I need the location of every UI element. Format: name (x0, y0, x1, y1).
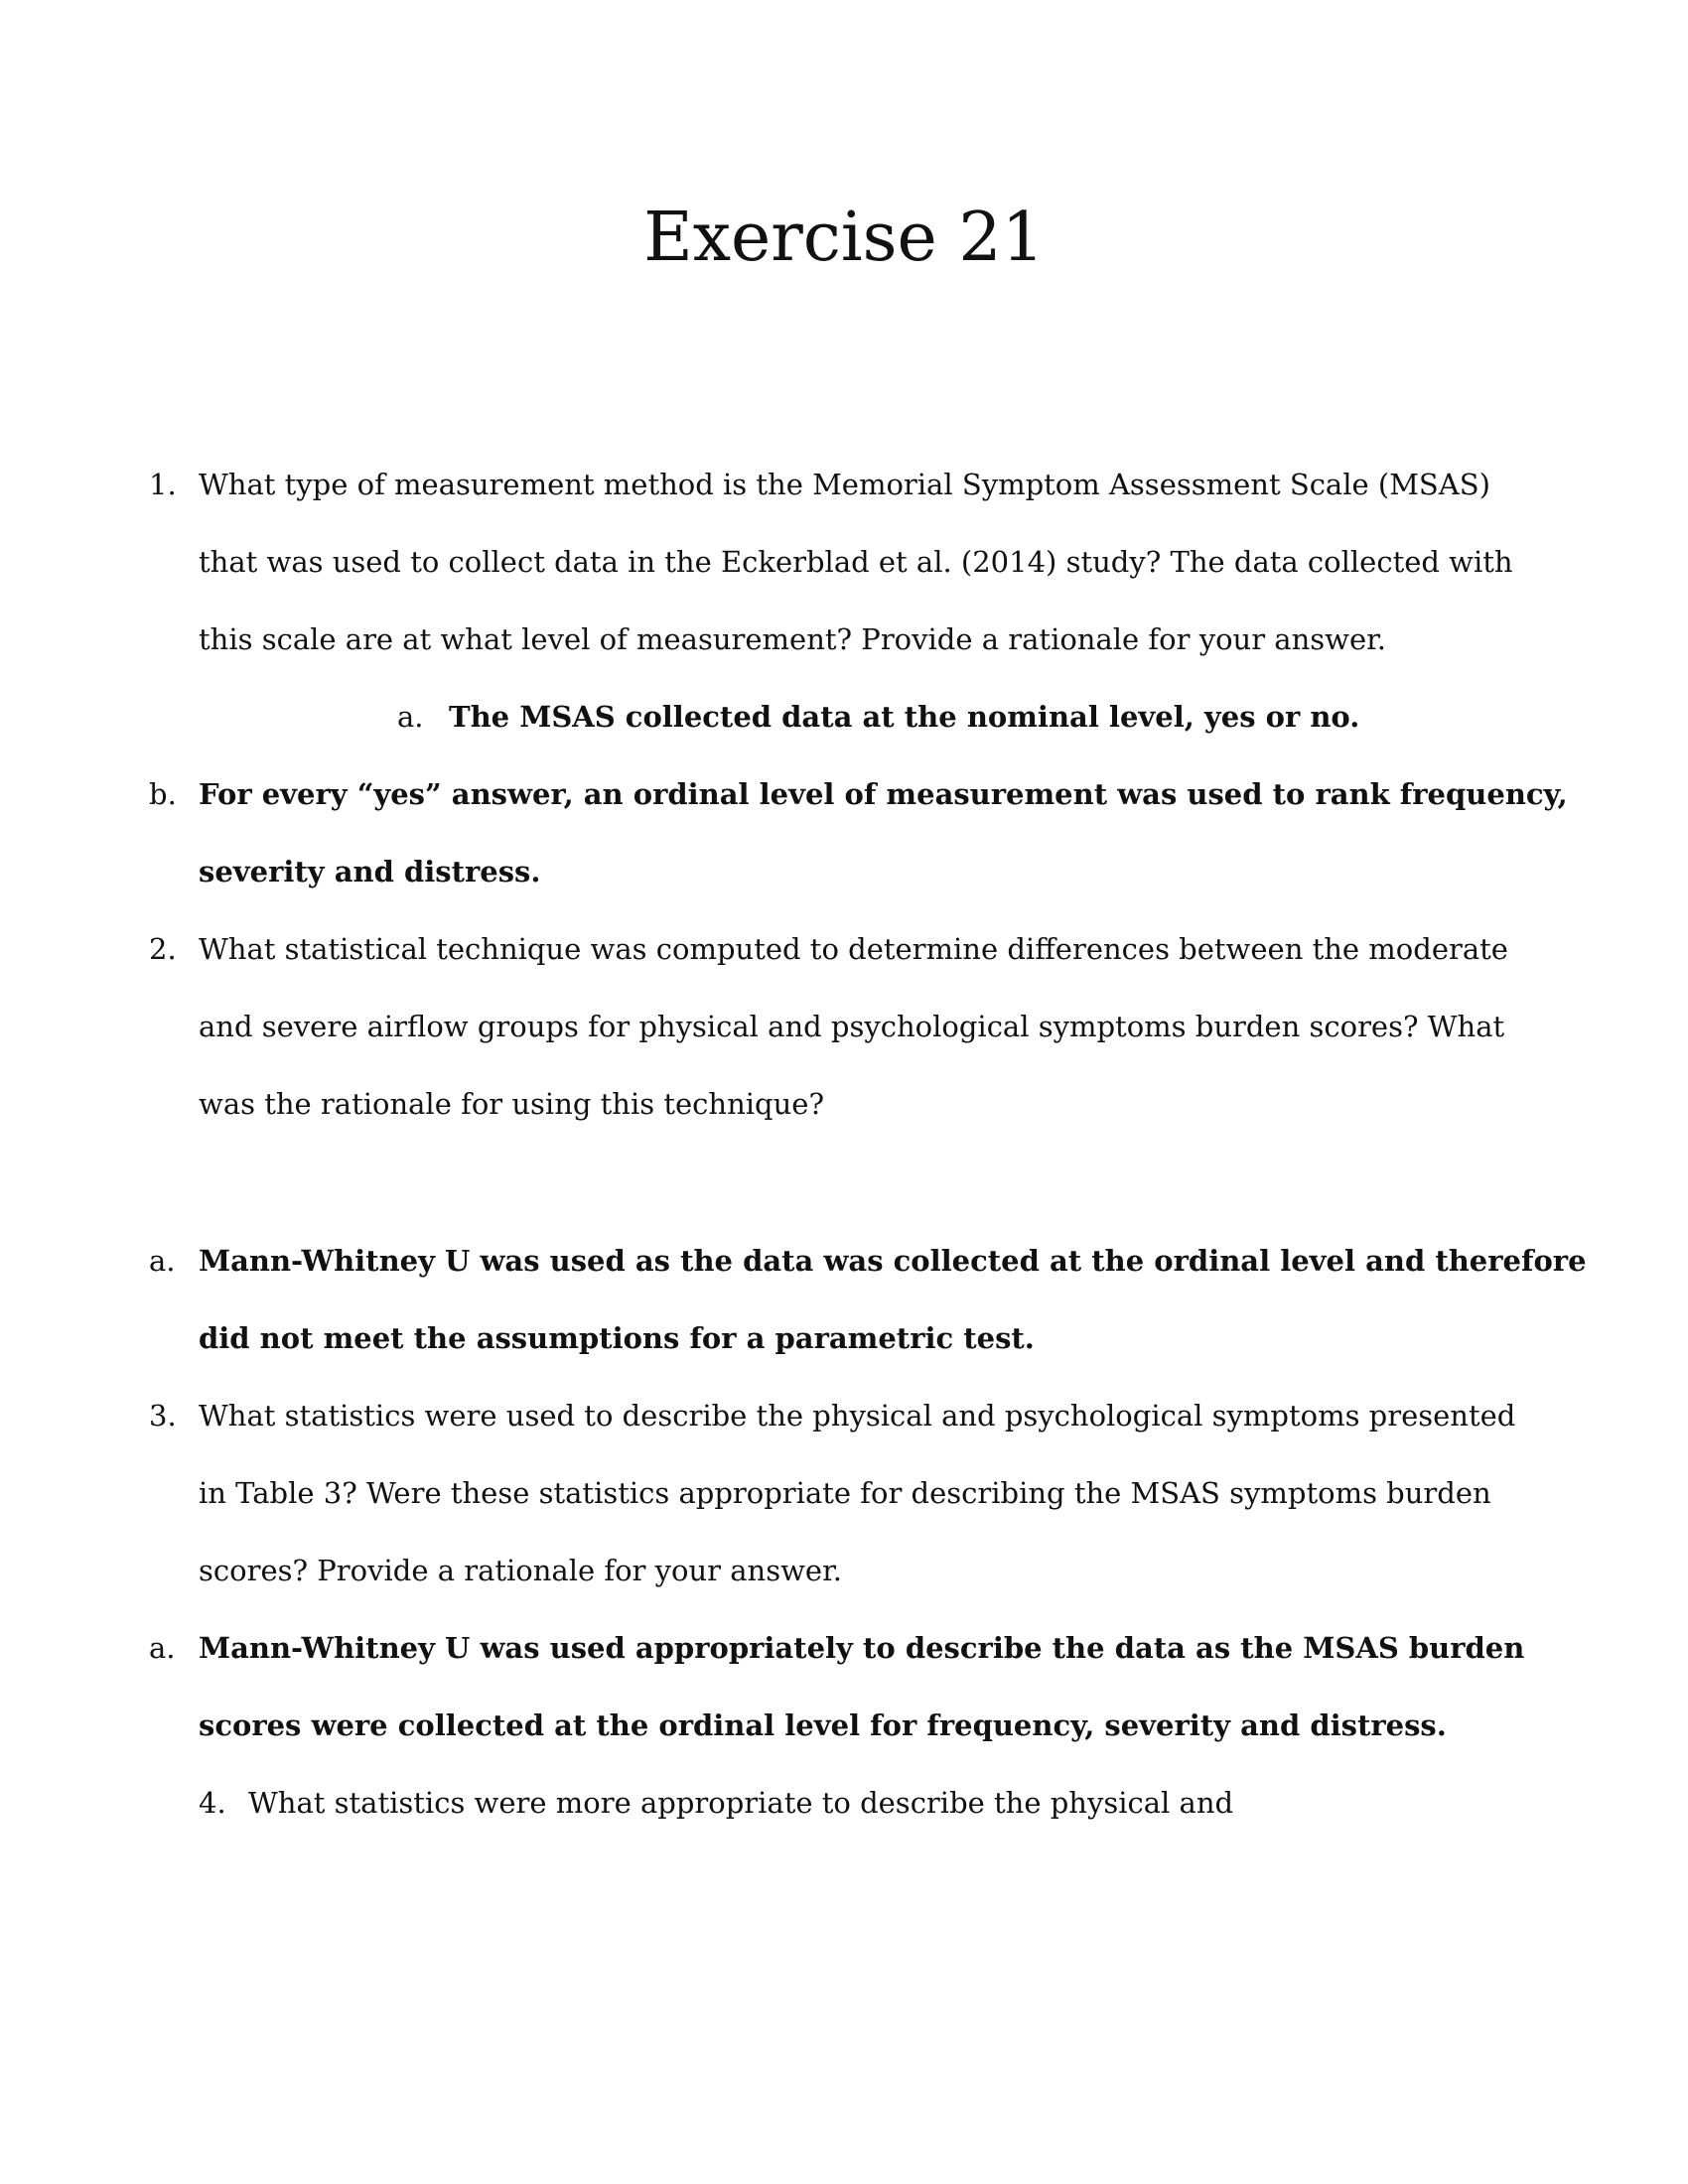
q3-number: 3. (149, 1399, 177, 1433)
q4-number: 4. (199, 1786, 226, 1820)
q1-line-3: this scale are at what level of measurement? Provide a rationale for your answer. (199, 622, 1387, 656)
q1-answer-b-line-1: For every “yes” answer, an ordinal level of measurement was used to rank frequency, (199, 777, 1568, 811)
q1-answer-b-line-2: severity and distress. (199, 855, 541, 888)
q2-answer-a-line-1: Mann-Whitney U was used as the data was collected at the ordinal level and therefore (199, 1244, 1587, 1278)
q3-answer-a-line-2: scores were collected at the ordinal level for frequency, severity and distress. (199, 1708, 1447, 1742)
q1-answer-a: The MSAS collected data at the nominal level, yes or no. (449, 700, 1360, 734)
q2-line-2: and severe airflow groups for physical and psychological symptoms burden scores? What (199, 1010, 1505, 1043)
q2-line-1: What statistical technique was computed to determine differences between the moderate (199, 932, 1508, 966)
page-title: Exercise 21 (643, 199, 1045, 277)
q2-answer-a-line-2: did not meet the assumptions for a parametric test. (199, 1321, 1035, 1355)
q2-number: 2. (149, 932, 177, 966)
q1-answer-a-marker: a. (397, 700, 424, 734)
q3-answer-a-line-1: Mann-Whitney U was used appropriately to describe the data as the MSAS burden (199, 1631, 1525, 1665)
q3-answer-a-marker: a. (149, 1631, 176, 1665)
q2-answer-a-marker: a. (149, 1244, 176, 1278)
q1-answer-b-marker: b. (149, 777, 177, 811)
q2-line-3: was the rationale for using this technique? (199, 1087, 824, 1121)
q3-line-2: in Table 3? Were these statistics appropriate for describing the MSAS symptoms burden (199, 1476, 1491, 1510)
q3-line-3: scores? Provide a rationale for your answer. (199, 1554, 842, 1587)
q4-line-1: What statistics were more appropriate to describe the physical and (248, 1786, 1234, 1820)
q1-number: 1. (149, 468, 177, 501)
q3-line-1: What statistics were used to describe the physical and psychological symptoms presented (199, 1399, 1516, 1433)
q1-line-2: that was used to collect data in the Eckerblad et al. (2014) study? The data collected with (199, 545, 1513, 579)
q1-line-1: What type of measurement method is the Memorial Symptom Assessment Scale (MSAS) (199, 468, 1490, 501)
